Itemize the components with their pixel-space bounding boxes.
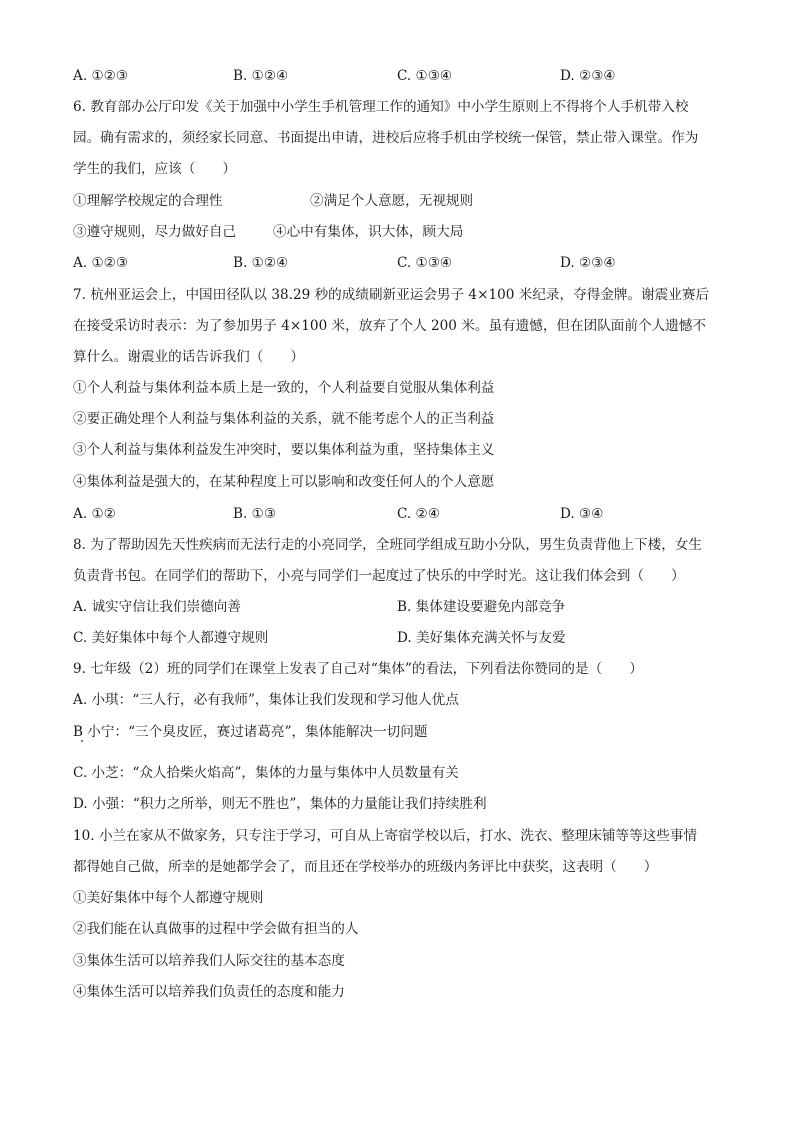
q8-stem-line-1: 8. 为了帮助因先天性疾病而无法行走的小亮同学，全班同学组成互助小分队，男生负责背他上下楼，女生 xyxy=(73,537,703,553)
q10-statement-3: ③集体生活可以培养我们人际交往的基本态度 xyxy=(73,953,345,969)
q6-statement-3: ③遵守规则，尽力做好自己 xyxy=(73,224,237,240)
q6-option-b: B. ①②④ xyxy=(233,255,289,271)
q8-stem-line-2: 负责背书包。在同学们的帮助下，小亮与同学们一起度过了快乐的中学时光。这让我们体会到（ ） xyxy=(73,568,685,584)
q10-stem-line-1: 10. 小兰在家从不做家务，只专注于学习，可自从上寄宿学校以后，打水、洗衣、整理床铺等等这些事情 xyxy=(73,828,698,844)
q6-statement-1: ①理解学校规定的合理性 xyxy=(73,193,223,209)
q10-statement-4: ④集体生活可以培养我们负责任的态度和能力 xyxy=(73,984,345,1000)
q10-statement-1: ①美好集体中每个人都遵守规则 xyxy=(73,890,264,906)
q7-option-a: A. ①② xyxy=(73,506,116,522)
q5-option-b: B. ①②④ xyxy=(233,68,289,84)
q7-option-c: C. ②④ xyxy=(397,506,440,522)
q8-option-b: B. 集体建设要避免内部竞争 xyxy=(397,599,566,615)
q7-statement-1: ①个人利益与集体利益本质上是一致的，个人利益要自觉服从集体利益 xyxy=(73,380,495,396)
q7-option-b: B. ①③ xyxy=(233,506,277,522)
q8-option-a: A. 诚实守信让我们崇德向善 xyxy=(73,599,241,615)
q5-option-a: A. ①②③ xyxy=(73,68,129,84)
q6-option-c: C. ①③④ xyxy=(397,255,453,271)
q9-option-a: A. 小琪：“三人行，必有我师”，集体让我们发现和学习他人优点 xyxy=(73,692,459,708)
q7-stem-line-2: 在接受采访时表示：为了参加男子 4×100 米，放弃了个人 200 米。虽有遗憾，但在团队面前个人遗憾不 xyxy=(73,318,706,334)
q9-option-d: D. 小强：“积力之所举，则无不胜也”，集体的力量能让我们持续胜利 xyxy=(73,796,487,812)
q5-option-c: C. ①③④ xyxy=(397,68,453,84)
q6-stem-line-2: 园。确有需求的，须经家长同意、书面提出申请，进校后应将手机由学校统一保管，禁止带入课堂。作为 xyxy=(73,130,699,146)
q7-statement-3: ③个人利益与集体利益发生冲突时，要以集体利益为重，坚持集体主义 xyxy=(73,442,495,458)
q9-option-c: C. 小芝：“众人拾柴火焰高”，集体的力量与集体中人员数量有关 xyxy=(73,765,459,781)
q6-option-d: D. ②③④ xyxy=(560,255,616,271)
stray-dot-mark xyxy=(81,740,83,742)
q7-option-d: D. ③④ xyxy=(560,506,604,522)
q8-option-d: D. 美好集体充满关怀与友爱 xyxy=(397,630,566,646)
q7-stem-line-3: 算什么。谢震业的话告诉我们（ ） xyxy=(73,349,305,365)
q8-option-c: C. 美好集体中每个人都遵守规则 xyxy=(73,630,269,646)
q7-statement-4: ④集体利益是强大的，在某种程度上可以影响和改变任何人的个人意愿 xyxy=(73,474,495,490)
q6-statement-2: ②满足个人意愿，无视规则 xyxy=(310,193,474,209)
q6-stem-line-1: 6. 教育部办公厅印发《关于加强中小学生手机管理工作的通知》中小学生原则上不得将个人手机带入校 xyxy=(73,99,689,115)
q7-statement-2: ②要正确处理个人利益与集体利益的关系，就不能考虑个人的正当利益 xyxy=(73,411,495,427)
q6-option-a: A. ①②③ xyxy=(73,255,129,271)
q10-stem-line-2: 都得她自己做，所幸的是她都学会了，而且还在学校举办的班级内务评比中获奖，这表明（ ） xyxy=(73,859,658,875)
q5-option-d: D. ②③④ xyxy=(560,68,616,84)
q9-option-b: B 小宁：“三个臭皮匠，赛过诸葛亮”，集体能解决一切问题 xyxy=(73,724,428,740)
q6-stem-line-3: 学生的我们，应该（ ） xyxy=(73,161,237,177)
q6-statement-4: ④心中有集体，识大体，顾大局 xyxy=(273,224,464,240)
q9-stem: 9. 七年级（2）班的同学们在课堂上发表了自己对“集体”的看法，下列看法你赞同的是（ ） xyxy=(73,661,643,677)
q7-stem-line-1: 7. 杭州亚运会上，中国田径队以 38.29 秒的成绩刷新亚运会男子 4×100 米纪录，夺得金牌。谢震业赛后 xyxy=(73,287,710,303)
q10-statement-2: ②我们能在认真做事的过程中学会做有担当的人 xyxy=(73,921,359,937)
